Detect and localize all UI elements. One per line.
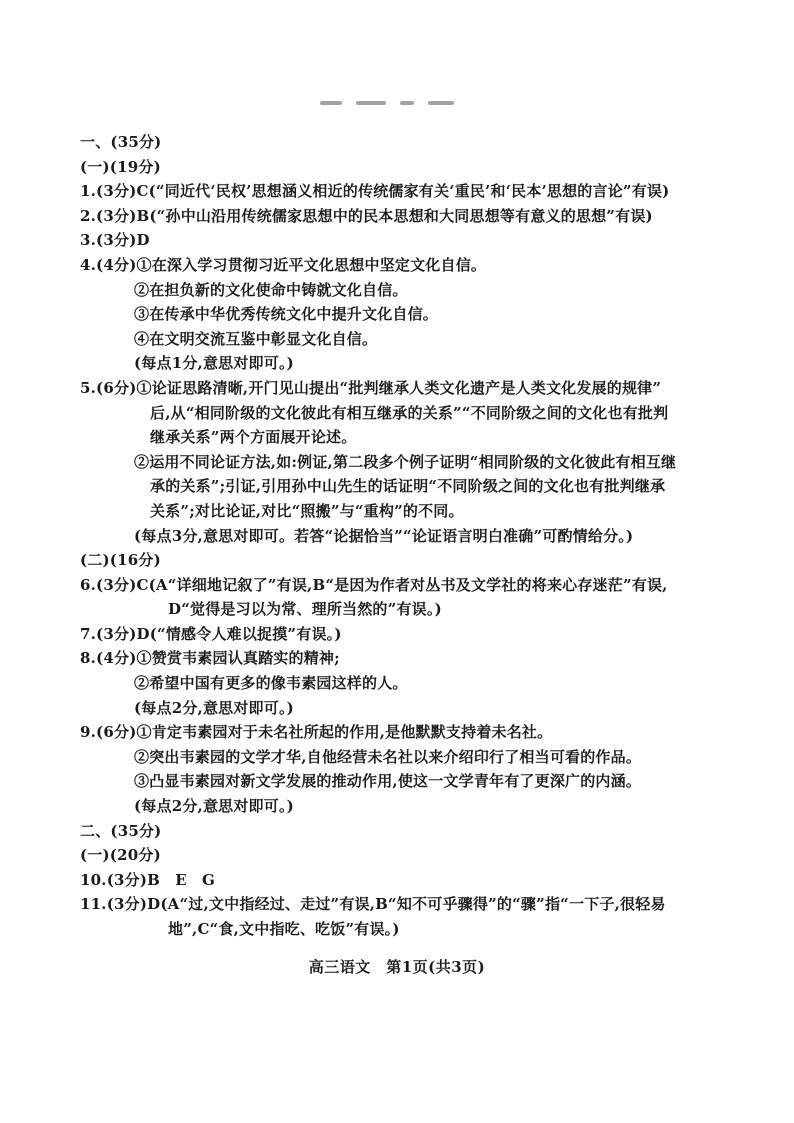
answer-4-line-4: ④在文明交流互鉴中彰显文化自信。 xyxy=(134,329,378,348)
section-2-header: 二、(35分) xyxy=(80,821,162,840)
section-1-header: 一、(35分) xyxy=(80,133,162,151)
answer-8-scoring-note: (每点2分,意思对即可。) xyxy=(134,698,294,717)
answer-9-scoring-note: (每点2分,意思对即可。) xyxy=(134,797,294,816)
answer-5-line-3: 继承关系”两个方面展开论述。 xyxy=(150,428,357,447)
answer-4-line-1: 4.(4分)①在深入学习贯彻习近平文化思想中坚定文化自信。 xyxy=(80,255,487,274)
answer-5-line-5: 承的关系”;引证,引用孙中山先生的话证明“不同阶级之间的文化也有批判继承 xyxy=(150,477,666,496)
answer-5-line-4: ②运用不同论证方法,如:例证,第二段多个例子证明“相同阶级的文化彼此有相互继 xyxy=(134,452,677,471)
answer-5-line-6: 关系”;对比论证,对比“照搬”与“重构”的不同。 xyxy=(150,501,464,520)
answer-6-line-2: D“觉得是习以为常、理所当然的”有误。) xyxy=(168,600,442,619)
answer-5-scoring-note: (每点3分,意思对即可。若答“论据恰当”“论证语言明白准确”可酌情给分。) xyxy=(134,526,634,545)
page-footer: 高三语文 第1页(共3页) xyxy=(308,958,486,976)
answer-3: 3.(3分)D xyxy=(80,231,150,250)
answer-8-line-2: ②希望中国有更多的像韦素园这样的人。 xyxy=(134,674,408,693)
answer-9-line-3: ③凸显韦素园对新文学发展的推动作用,使这一文学青年有了更深广的内涵。 xyxy=(134,772,642,791)
answer-4-scoring-note: (每点1分,意思对即可。) xyxy=(134,354,294,373)
answer-2: 2.(3分)B(“孙中山沿用传统儒家思想中的民本思想和大同思想等有意义的思想”有误) xyxy=(80,206,653,225)
answer-4-line-2: ②在担负新的文化使命中铸就文化自信。 xyxy=(134,280,408,299)
top-faded-title xyxy=(320,98,470,108)
answer-8-line-1: 8.(4分)①赞赏韦素园认真踏实的精神; xyxy=(80,649,340,668)
section-1-part-1-header: (一)(19分) xyxy=(80,157,161,176)
section-2-part-1-header: (一)(20分) xyxy=(80,846,161,865)
answer-7: 7.(3分)D(“情感令人难以捉摸”有误。) xyxy=(80,624,342,643)
answer-9-line-1: 9.(6分)①肯定韦素园对于未名社所起的作用,是他默默支持着未名社。 xyxy=(80,723,553,742)
answer-content xyxy=(80,130,730,942)
answer-4-line-3: ③在传承中华优秀传统文化中提升文化自信。 xyxy=(134,305,439,324)
answer-11-line-1: 11.(3分)D(A“过,文中指经过、走过”有误,B“知不可乎骤得”的“骤”指“一下子,很轻易 xyxy=(80,895,666,914)
answer-9-line-2: ②突出韦素园的文学才华,自他经营未名社以来介绍印行了相当可看的作品。 xyxy=(134,747,642,766)
answer-5-line-2: 后,从“相同阶级的文化彼此有相互继承的关系”“不同阶级之间的文化也有批判 xyxy=(150,403,669,422)
answer-1: 1.(3分)C(“同近代‘民权’思想涵义相近的传统儒家有关‘重民’和‘民本’思想的言论”有误) xyxy=(80,182,670,201)
answer-6-line-1: 6.(3分)C(A“详细地记叙了”有误,B“是因为作者对丛书及文学社的将来心存迷茫”有误, xyxy=(80,575,668,594)
answer-10: 10.(3分)B E G xyxy=(80,870,216,889)
answer-11-line-2: 地”,C“食,文中指吃、吃饭”有误。) xyxy=(168,920,400,938)
answer-5-line-1: 5.(6分)①论证思路清晰,开门见山提出“批判继承人类文化遗产是人类文化发展的规律” xyxy=(80,378,662,397)
section-1-part-2-header: (二)(16分) xyxy=(80,551,161,570)
